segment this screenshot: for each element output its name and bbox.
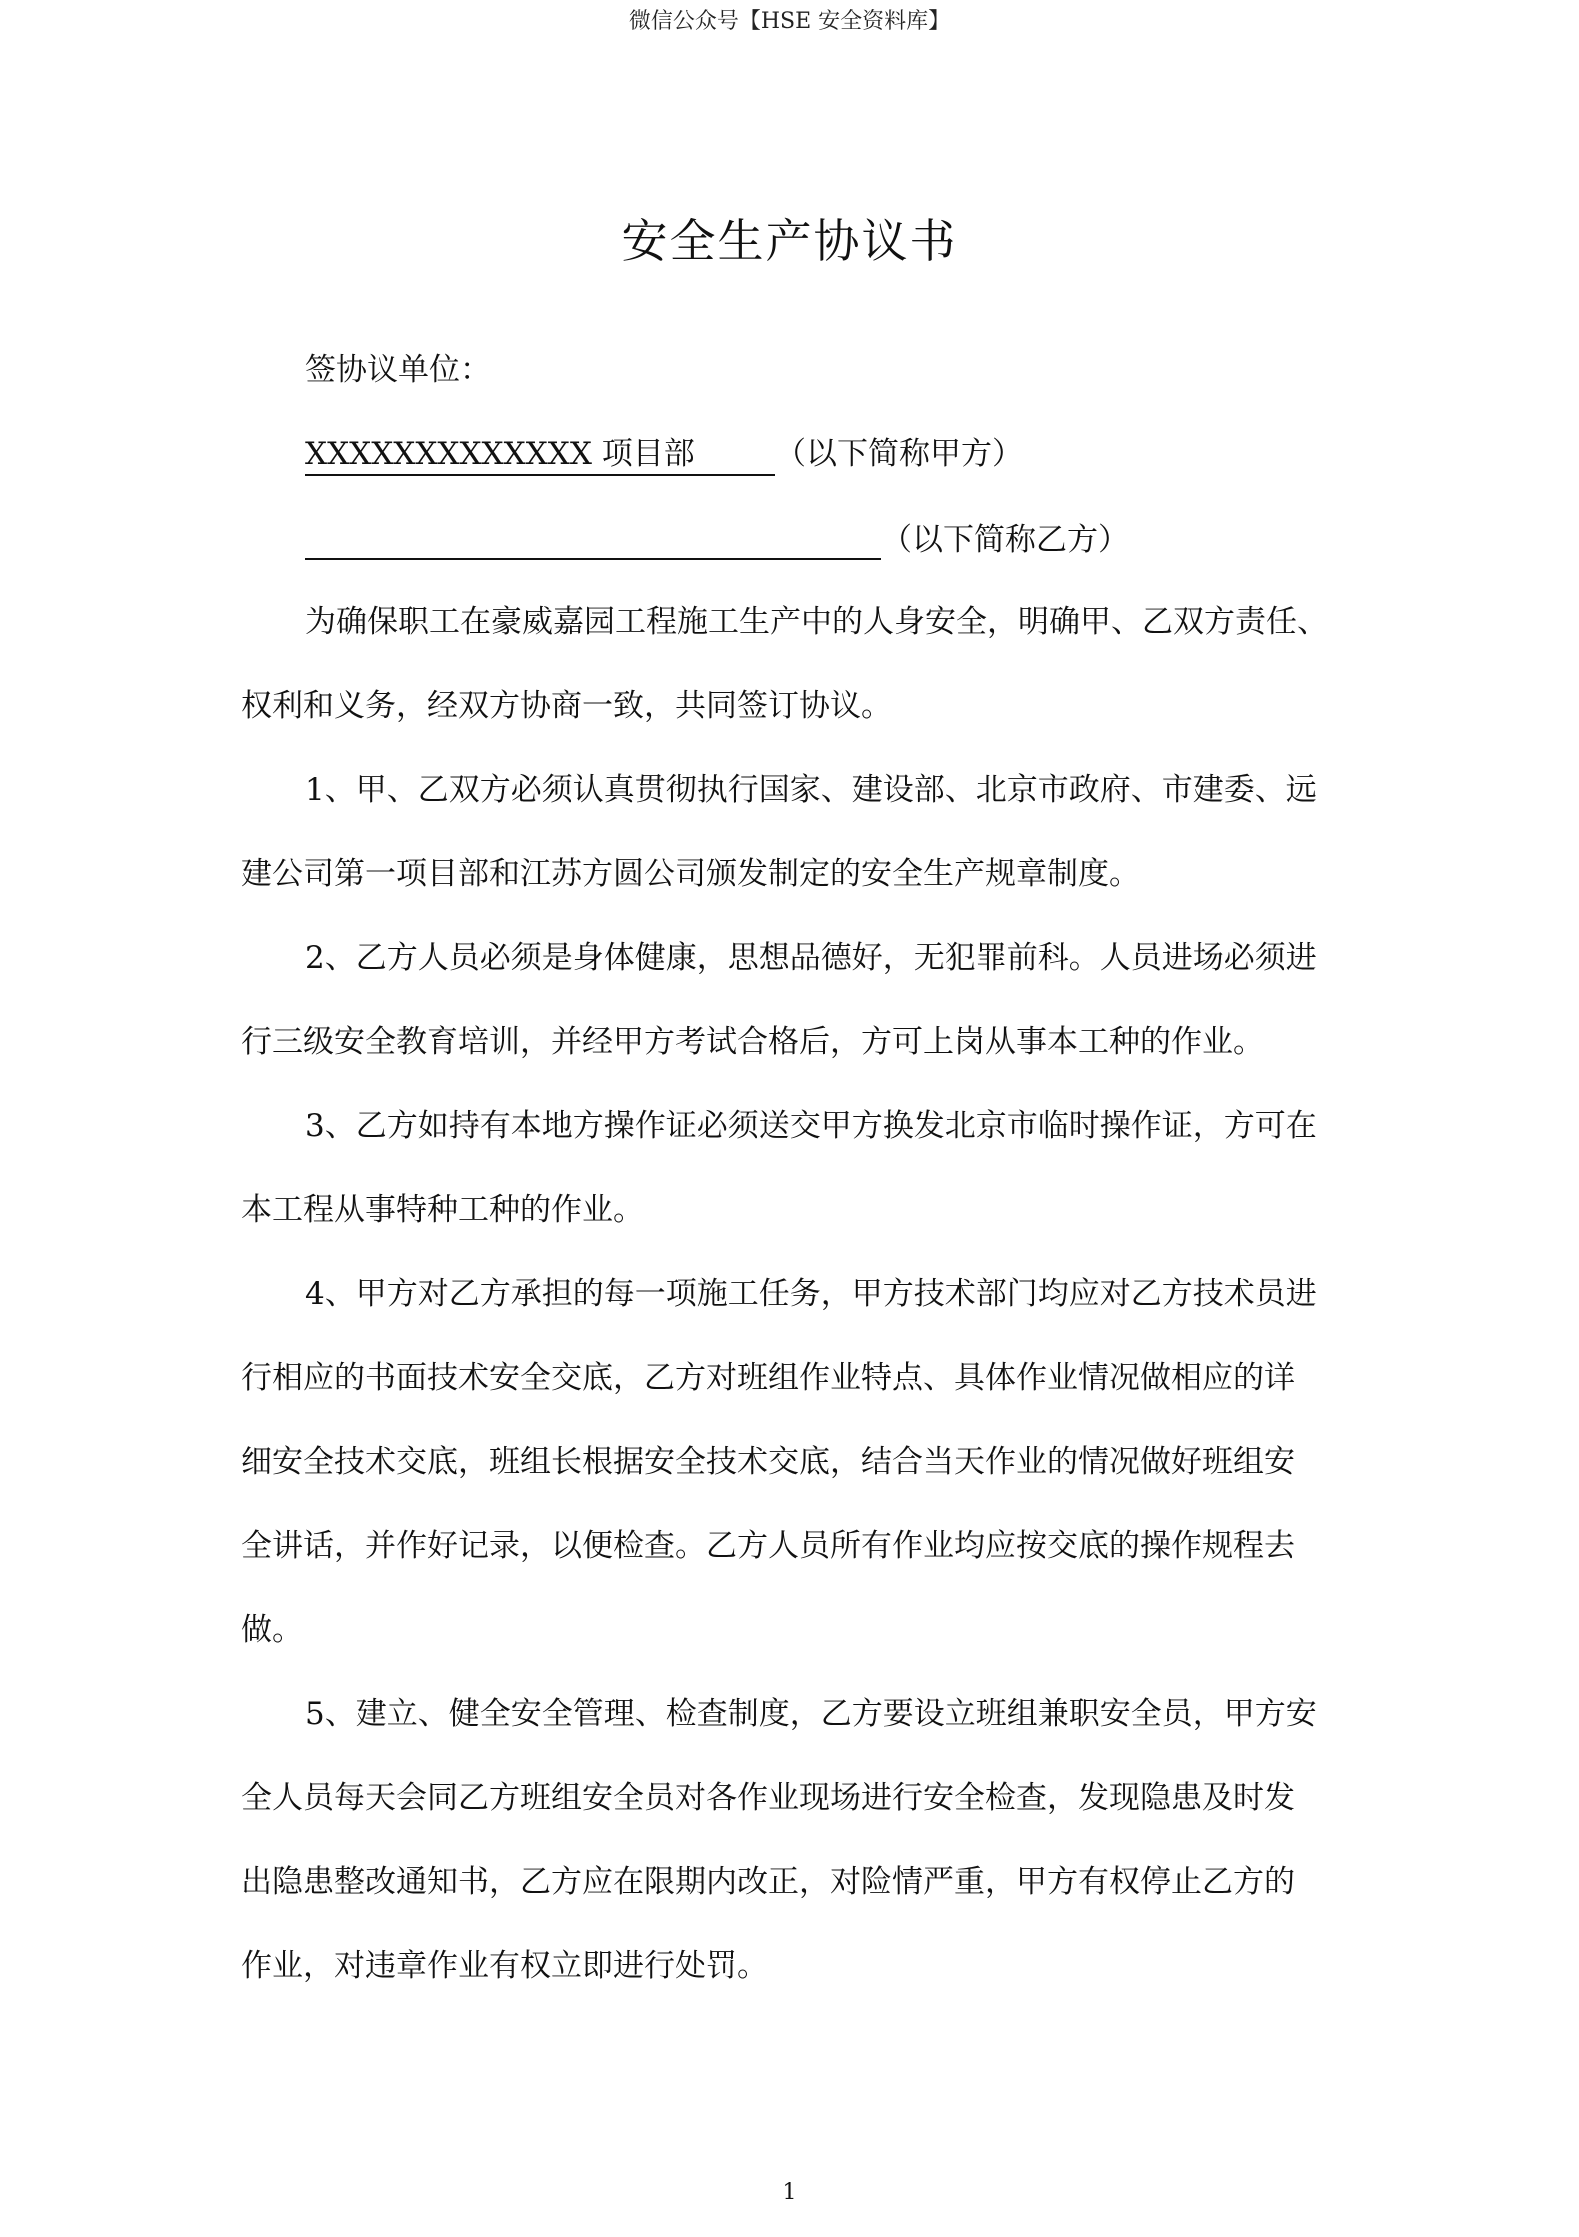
paragraph-line: 为确保职工在豪威嘉园工程施工生产中的人身安全，明确甲、乙双方责任、: [305, 604, 1328, 640]
party-b-line: [305, 518, 1129, 560]
signing-label: 签协议单位：: [305, 352, 491, 388]
paragraph-line: 2、乙方人员必须是身体健康，思想品德好，无犯罪前科。人员进场必须进: [305, 940, 1317, 976]
paragraph-line: 做。: [241, 1612, 303, 1648]
paragraph-line: 出隐患整改通知书，乙方应在限期内改正，对险情严重，甲方有权停止乙方的: [241, 1864, 1295, 1900]
paragraph-line: 权利和义务，经双方协商一致，共同签订协议。: [241, 688, 892, 724]
paragraph-line: 全人员每天会同乙方班组安全员对各作业现场进行安全检查，发现隐患及时发: [241, 1780, 1295, 1816]
party-a-suffix: （以下简称甲方）: [775, 436, 1023, 472]
paragraph-line: 3、乙方如持有本地方操作证必须送交甲方换发北京市临时操作证，方可在: [305, 1108, 1317, 1144]
party-b-suffix: （以下简称乙方）: [881, 522, 1129, 558]
paragraph-line: 4、甲方对乙方承担的每一项施工任务，甲方技术部门均应对乙方技术员进: [305, 1276, 1317, 1312]
paragraph-line: 建公司第一项目部和江苏方圆公司颁发制定的安全生产规章制度。: [241, 856, 1140, 892]
paragraph-line: 行三级安全教育培训，并经甲方考试合格后，方可上岗从事本工种的作业。: [241, 1024, 1264, 1060]
party-b-blank: [305, 518, 881, 560]
paragraph-line: 1、甲、乙双方必须认真贯彻执行国家、建设部、北京市政府、市建委、远: [305, 772, 1317, 808]
paragraph-line: 5、建立、健全安全管理、检查制度，乙方要设立班组兼职安全员，甲方安: [305, 1696, 1317, 1732]
paragraph-line: 细安全技术交底，班组长根据安全技术交底，结合当天作业的情况做好班组安: [241, 1444, 1295, 1480]
page-number: 1: [782, 2180, 797, 2205]
paragraph-line: 行相应的书面技术安全交底，乙方对班组作业特点、具体作业情况做相应的详: [241, 1360, 1295, 1396]
page-header: 微信公众号【HSE 安全资料库】: [628, 9, 951, 34]
party-a-line: [305, 434, 1023, 476]
paragraph-line: 本工程从事特种工种的作业。: [241, 1192, 644, 1228]
paragraph-line: 作业，对违章作业有权立即进行处罚。: [241, 1948, 768, 1984]
party-a-name: XXXXXXXXXXXXX 项目部: [305, 434, 775, 476]
document-title: 安全生产协议书: [621, 214, 958, 268]
paragraph-line: 全讲话，并作好记录，以便检查。乙方人员所有作业均应按交底的操作规程去: [241, 1528, 1295, 1564]
